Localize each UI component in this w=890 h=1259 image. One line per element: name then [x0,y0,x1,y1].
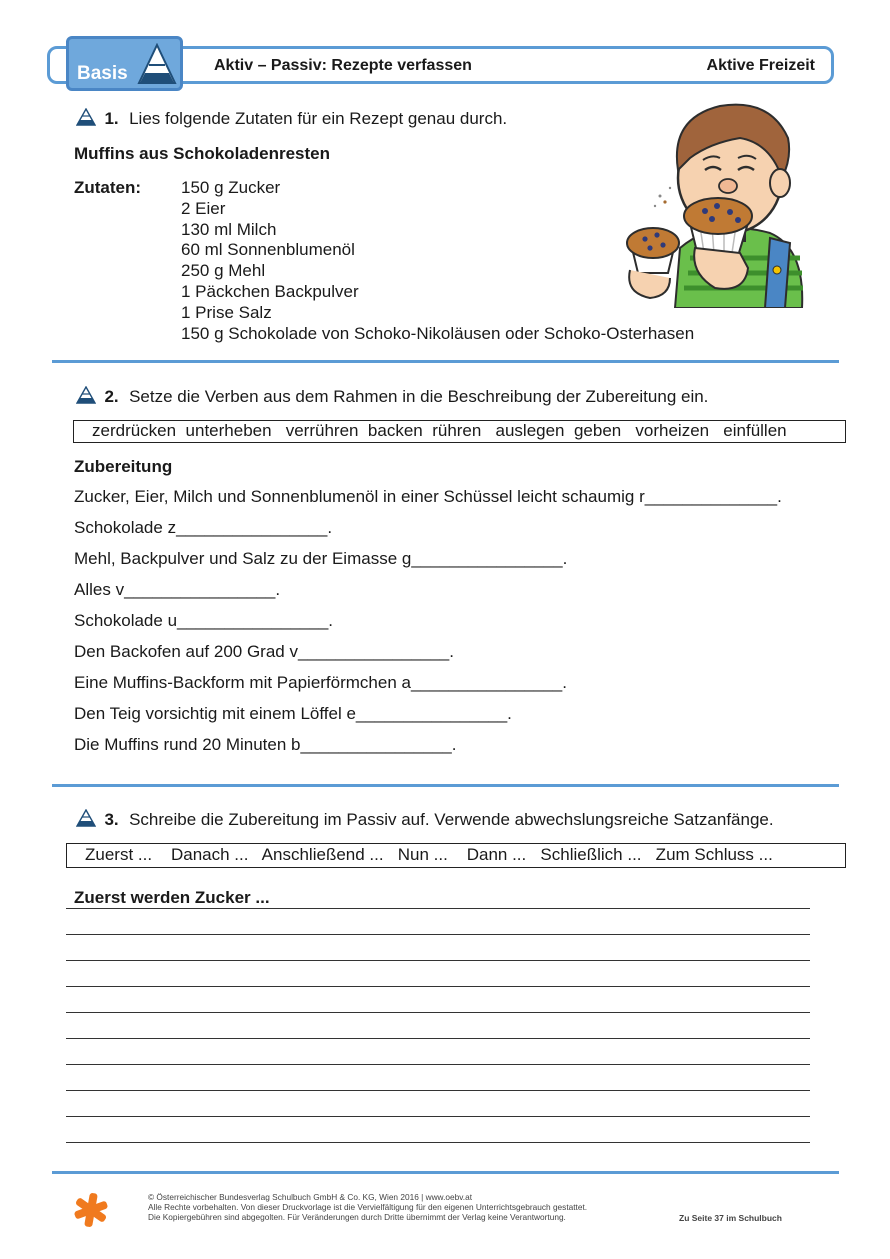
copyright-line: © Österreichischer Bundesverlag Schulbuch GmbH & Co. KG, Wien 2016 | www.oebv.at [148,1192,472,1202]
task2-instruction: Setze die Verben aus dem Rahmen in die Beschreibung der Zubereitung ein. [129,387,709,406]
task3-instruction: Schreibe die Zubereitung im Passiv auf. Verwende abwechslungsreiche Satzanfänge. [129,810,774,829]
copyright-line: Die Kopiergebühren sind abgegolten. Für Veränderungen durch Dritte übernimmt der Verlag keine Verantwortung. [148,1212,566,1222]
fill-in-step[interactable]: Eine Muffins-Backform mit Papierförmchen a________________. [74,673,567,692]
pyramid-small-icon [76,108,96,126]
task1-instruction: Lies folgende Zutaten für ein Rezept genau durch. [129,109,508,128]
writing-line[interactable] [66,908,810,909]
writing-line[interactable] [66,1116,810,1117]
fill-in-step[interactable]: Schokolade z________________. [74,518,333,537]
verb-box: zerdrücken unterheben verrühren backen rühren auslegen geben vorheizen einfüllen [73,420,846,443]
level-badge-label: Basis [77,63,128,84]
writing-line[interactable] [66,986,810,987]
writing-line[interactable] [66,1090,810,1091]
sentence-starters-box: Zuerst ... Danach ... Anschließend ... Nun ... Dann ... Schließlich ... Zum Schluss ... [66,843,846,868]
ingredient-item: 150 g Schokolade von Schoko-Nikoläusen oder Schoko-Osterhasen [181,323,695,343]
pyramid-small-icon [76,809,96,827]
textbook-page-reference: Zu Seite 37 im Schulbuch [679,1213,782,1223]
writing-line[interactable] [66,1142,810,1143]
ingredient-item: 250 g Mehl [181,261,266,281]
task3-number: 3. [104,810,119,829]
writing-line[interactable] [66,934,810,935]
worksheet-title: Aktiv – Passiv: Rezepte verfassen [214,57,472,74]
copyright-line: Alle Rechte vorbehalten. Von dieser Druckvorlage ist die Vervielfältigung für den eigenen Unterrichtsgebrauch gestattet. [148,1202,588,1212]
writing-line[interactable] [66,1012,810,1013]
task2-heading [76,386,708,407]
fill-in-step[interactable]: Mehl, Backpulver und Salz zu der Eimasse g________________. [74,549,568,568]
fill-in-step[interactable]: Schokolade u________________. [74,611,334,630]
fill-in-step[interactable]: Den Backofen auf 200 Grad v________________. [74,642,454,661]
preparation-title: Zubereitung [74,457,173,476]
level-badge [66,36,183,91]
task1-number: 1. [104,109,119,128]
boy-eating-muffin-illustration [620,98,810,308]
writing-line[interactable] [66,960,810,961]
ingredient-item: 60 ml Sonnenblumenöl [181,240,355,260]
example-sentence-start: Zuerst werden Zucker ... [74,888,270,907]
fill-in-step[interactable]: Die Muffins rund 20 Minuten b________________. [74,735,457,754]
fill-in-step[interactable]: Alles v________________. [74,580,281,599]
copyright-notice [148,1192,587,1222]
ingredient-item: 2 Eier [181,198,226,218]
chapter-label: Aktive Freizeit [706,57,815,74]
ingredient-item: 1 Päckchen Backpulver [181,281,359,301]
task1-heading [76,108,507,129]
task2-number: 2. [104,387,119,406]
ingredient-item: 150 g Zucker [181,178,281,197]
task3-heading [76,809,774,830]
ingredients-label: Zutaten: [74,178,142,197]
writing-line[interactable] [66,1038,810,1039]
recipe-title: Muffins aus Schokoladenresten [74,144,330,163]
publisher-logo-icon [73,1191,109,1229]
footer-divider [52,1171,839,1174]
writing-line[interactable] [66,1064,810,1065]
pyramid-level-icon [137,43,177,85]
fill-in-step[interactable]: Den Teig vorsichtig mit einem Löffel e________________. [74,704,512,723]
section-divider [52,784,839,787]
fill-in-step[interactable]: Zucker, Eier, Milch und Sonnenblumenöl in einer Schüssel leicht schaumig r______________. [74,487,782,506]
section-divider [52,360,839,363]
ingredient-list [181,178,694,344]
ingredient-item: 130 ml Milch [181,219,277,239]
ingredient-item: 1 Prise Salz [181,302,272,322]
pyramid-small-icon [76,386,96,404]
